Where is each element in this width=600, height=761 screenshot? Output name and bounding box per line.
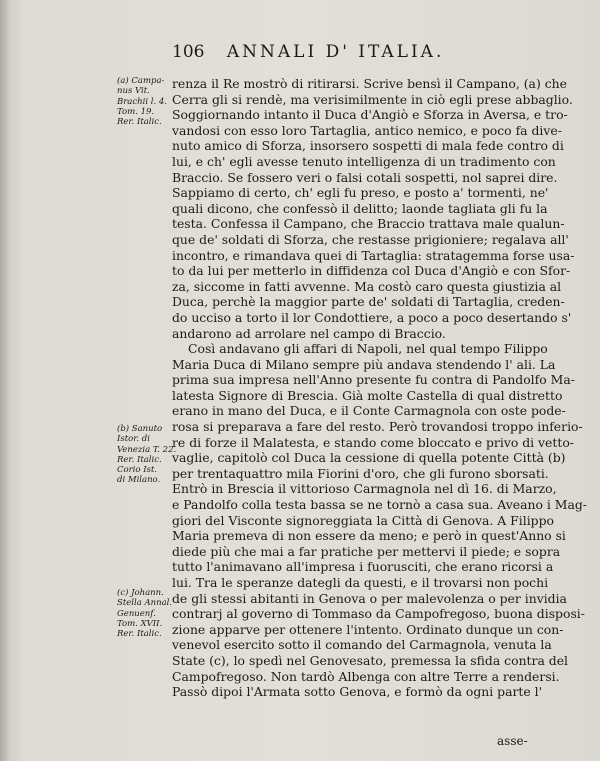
text-line: do ucciso a torto il lor Condottiere, a poco a poco desertando s' bbox=[172, 309, 572, 325]
text-line: lui, e ch' egli avesse tenuto intelligenza di un tradimento con bbox=[172, 153, 556, 169]
margin-note-line: Venezia T. 22. bbox=[117, 444, 177, 455]
margin-note-b bbox=[117, 424, 175, 486]
text-line: to da lui per metterlo in diffidenza col Duca d'Angiò e con Sfor- bbox=[172, 263, 571, 279]
text-line: de gli stessi abitanti in Genova o per malevolenza o per invidia bbox=[172, 590, 567, 606]
text-line: andarono ad arrolare nel campo di Braccio. bbox=[172, 325, 446, 341]
running-title: ANNALI D' ITALIA. bbox=[226, 42, 445, 62]
text-line: za, siccome in fatti avvenne. Ma costò caro questa giustizia al bbox=[172, 278, 562, 294]
catchword: asse- bbox=[497, 734, 528, 748]
margin-note-line: Rer. Italic. bbox=[117, 629, 162, 640]
margin-note-line: (c) Johann. bbox=[117, 588, 164, 598]
margin-note-line: Stella Annal. bbox=[117, 598, 173, 609]
margin-note-line: Tom. 19. bbox=[117, 106, 155, 117]
text-line: diede più che mai a far pratiche per mettervi il piede; e sopra bbox=[172, 543, 561, 559]
text-line: rosa si preparava a fare del resto. Però trovandosi troppo inferio- bbox=[172, 419, 583, 435]
text-line: Soggiornando intanto il Duca d'Angiò e Sforza in Aversa, e tro- bbox=[172, 107, 568, 123]
margin-note-line: Rer. Italic. bbox=[117, 454, 162, 465]
text-line: quali dicono, che confessò il delitto; laonde tagliata gli fu la bbox=[172, 200, 548, 216]
margin-note-line: (b) Sanuto bbox=[117, 424, 163, 434]
text-line: prima sua impresa nell'Anno presente fu contra di Pandolfo Ma- bbox=[172, 372, 575, 388]
text-line: nuto amico di Sforza, insorsero sospetti di mala fede contro di bbox=[172, 138, 564, 154]
text-line: Sappiamo di certo, ch' egli fu preso, e posto a' tormenti, ne' bbox=[172, 185, 549, 201]
text-line: Maria premeva di non essere da meno; e però in quest'Anno si bbox=[172, 528, 566, 544]
body-text bbox=[172, 76, 587, 700]
page-number: 106 bbox=[172, 42, 205, 62]
text-line: giori del Visconte signoreggiata la Città di Genova. A Filippo bbox=[172, 512, 554, 528]
text-line: Passò dipoi l'Armata sotto Genova, e formò da ogni parte l' bbox=[172, 684, 543, 700]
text-line: tutto l'animavano all'impresa i fuorusciti, che erano ricorsi a bbox=[172, 559, 554, 575]
text-line: lui. Tra le speranze dategli da questi, e il trovarsi non pochi bbox=[172, 575, 549, 590]
text-line: que de' soldati di Sforza, che restasse prigioniere; regalava all' bbox=[172, 231, 569, 247]
text-line: venevol esercito sotto il comando del Carmagnola, venuta la bbox=[172, 637, 552, 653]
margin-note-line: nus Vit. bbox=[117, 86, 150, 97]
margin-note-line: Rer. Italic. bbox=[117, 117, 162, 128]
text-line: Duca, perchè la maggior parte de' soldati di Tartaglia, creden- bbox=[172, 294, 565, 310]
text-line: zione apparve per ottenere l'intento. Ordinato dunque un con- bbox=[172, 621, 564, 637]
text-line: State (c), lo spedì nel Genovesato, premessa la sfida contra del bbox=[172, 652, 569, 668]
text-line: Campofregoso. Non tardò Albenga con altre Terre a rendersi. bbox=[172, 668, 560, 684]
text-line: vaglie, capitolò col Duca la cessione di quella potente Città (b) bbox=[172, 450, 566, 466]
text-line: Maria Duca di Milano sempre più andava stendendo l' ali. La bbox=[172, 356, 556, 372]
margin-note-a bbox=[117, 76, 175, 127]
text-line: testa. Confessa il Campano, che Braccio trattava male qualun- bbox=[172, 216, 565, 232]
text-line: erano in mano del Duca, e il Conte Carmagnola con oste pode- bbox=[172, 403, 566, 419]
text-line: incontro, e rimandava quei di Tartaglia: stratagemma forse usa- bbox=[172, 247, 575, 263]
text-line: renza il Re mostrò di ritirarsi. Scrive bensì il Campano, (a) che bbox=[172, 76, 567, 91]
text-line: Braccio. Se fossero veri o falsi cotali sospetti, nol saprei dire. bbox=[172, 169, 558, 185]
text-line: per trentaquattro mila Fiorini d'oro, che gli furono sborsati. bbox=[172, 465, 549, 481]
text-line: e Pandolfo colla testa bassa se ne tornò a casa sua. Aveano i Mag- bbox=[172, 497, 587, 513]
text-line: Così andavano gli affari di Napoli, nel qual tempo Filippo bbox=[188, 341, 548, 357]
margin-note-line: di Milano. bbox=[117, 475, 161, 486]
margin-note-line: Genuenf. bbox=[117, 608, 156, 619]
text-line: Entrò in Brescia il vittorioso Carmagnola nel dì 16. di Marzo, bbox=[172, 481, 557, 497]
margin-note-line: Tom. XVII. bbox=[117, 618, 163, 629]
running-header bbox=[172, 42, 532, 62]
margin-note-line: (a) Campa- bbox=[117, 76, 165, 86]
text-line: re di forze il Malatesta, e stando come bloccato e privo di vetto- bbox=[172, 434, 574, 450]
margin-note-line: Corio Ist. bbox=[117, 465, 158, 476]
text-line: vandosi con esso loro Tartaglia, antico nemico, e poco fa dive- bbox=[172, 122, 562, 138]
margin-note-line: Brachii l. 4. bbox=[117, 96, 167, 107]
text-line: latesta Signore di Brescia. Già molte Castella di qual distretto bbox=[172, 387, 563, 403]
margin-note-c bbox=[117, 588, 175, 639]
margin-note-line: Istor. di bbox=[117, 434, 150, 445]
text-line: contrarj al governo di Tommaso da Campofregoso, buona disposi- bbox=[172, 606, 585, 622]
text-line: Cerra gli si rendè, ma verisimilmente in ciò egli prese abbaglio. bbox=[172, 91, 573, 107]
